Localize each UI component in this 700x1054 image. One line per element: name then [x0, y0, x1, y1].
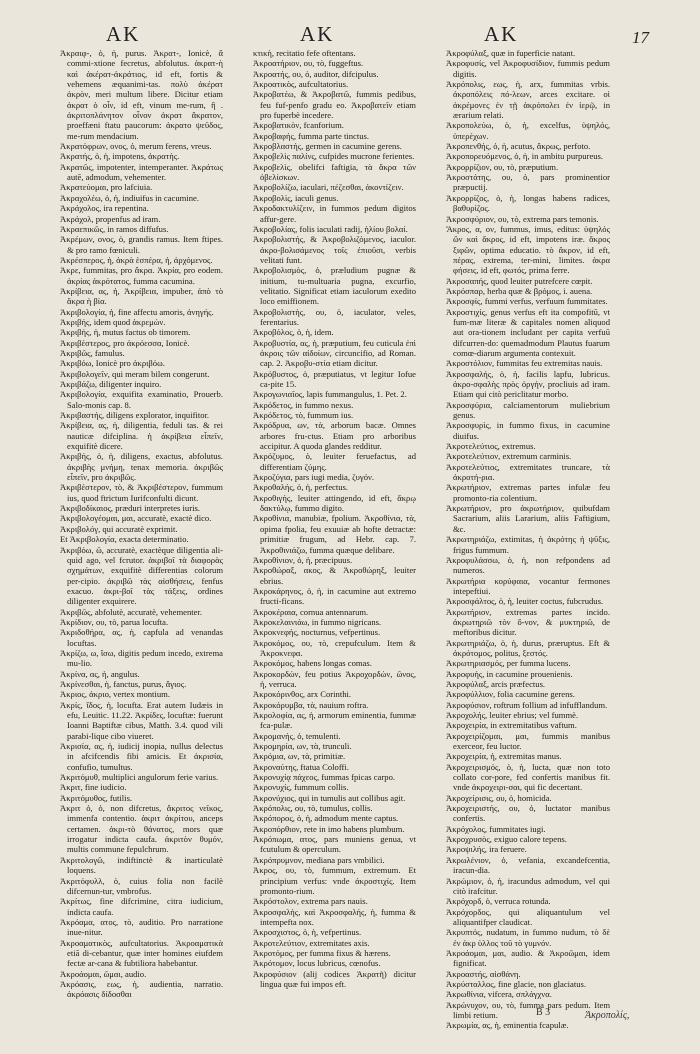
column-middle: [253, 48, 416, 1008]
dictionary-entry: Ἀκροψιλής, ira feruere.: [446, 844, 527, 855]
dictionary-entry: Ἀκροφύσιον (alij codices Ἀκρατῆ) dicitur lingua quæ fui impos eft.: [253, 968, 416, 989]
dictionary-entry: Ἀκροβολιστής, & Ἀκροβολιζόμενος, iaculor. ἀκρο-βολισάμενος τοῖς ἐπιοῦσι, verbis velitati funt.: [253, 234, 416, 265]
page-number: 17: [632, 28, 649, 47]
dictionary-entry: Ἀκριβέστερος, pro ἀκρόεσσα, Ionicè.: [60, 337, 190, 348]
dictionary-entry: Ἀκρόδρυα, ων, τὰ, arborum bacæ. Omnes arbores fru-ctus. Etiam pro arboribus accipitur. A quoda glandes redditur.: [253, 420, 416, 452]
dictionary-entry: Ἀκροάομαι, ῶμαι, audio.: [60, 968, 147, 979]
dictionary-entry: Ἀκροθαλής, ὁ, ἡ, perfectus.: [253, 482, 349, 493]
dictionary-entry: Ἀκροκάρηνος, ὁ, ἡ, in cacumine aut extremo fructi-ficans.: [253, 585, 416, 607]
dictionary-entry: Ἀκρέμων, ονος, ὁ, grandis ramus. Item ftipes. & pro ramo fœniculi.: [60, 234, 223, 255]
dictionary-entry: Ἀκριβοδίκαιος, præduri interpretes iuris.: [60, 503, 200, 514]
dictionary-entry: Ἀκροβολισμὸς, ὁ, præludium pugnæ & initium, tu-multuaria pugna, excurfio, velitatio. Significat etiam iaculorum exedito loco emiffionem.: [253, 265, 416, 307]
dictionary-entry: Ἀκρίζω, ω, ἴσω, digitis pedum incedo, extrema mu-lio.: [60, 647, 223, 669]
dictionary-entry: Ἀκριτόμυθος, futilis.: [60, 792, 133, 803]
dictionary-entry: Ἀκροσφίς, fummi verfus, verfuum fummitates.: [446, 296, 608, 307]
dictionary-entry: Ἀκροβατέω, & Ἀκροβατῶ, fummis pedibus, feu fuf-penfo gradu eo. Ἀκροβατεῖν etiam pro fuperbè incedere.: [253, 89, 416, 121]
dictionary-entry: κτικὴ, recitatio fefe oftentans.: [253, 48, 356, 58]
dictionary-entry: Ἀκροχειριστής, ου, ὁ, luctator manibus confertis.: [446, 803, 610, 824]
dictionary-entry: Ἀκροχειρισμός, ὁ, ἡ, lucta, quæ non toto collato cor-pore, fed confertis manibus fit. vnde ἀκροχειρι-σαι, qui fic decertant.: [446, 761, 610, 793]
dictionary-entry: Ἀκροσφύριον, ου, τὸ, extrema pars temonis.: [446, 213, 599, 224]
dictionary-entry: Ἀκροατικὸς, aufcultatorius.: [253, 79, 349, 90]
dictionary-entry: Ἄκρος, α, ον, fummus, imus, editus: ὑψηλός ὢν καὶ ἄκρος, id eft, impotens iræ. ἄκρος ξιφῶν, optima educatio. τὸ ἄκρον, id eft, πέρας, extrema, ter-mini, limites. ἀκρα φήσεις, id eft, φωτός, prima ferre.: [446, 223, 610, 276]
dictionary-entry: Ἀκροπολεύω, ὁ, ἡ, excelfus, ὑψηλός, ὑπερέχων.: [446, 120, 610, 141]
dictionary-entry: Ἀκρίς, ἴδος, ἡ, locufta. Erat autem Iudæis in efu, Leuitic. 11.22. Ἀκρίδες, locuftæ: fuerunt Ioanni Baptiftæ cibus, Matth. 3.4. quod vili parabi-lique cibo viueret.: [60, 699, 223, 741]
dictionary-entry: Ἀκροφύσιον, roftrum follium ad infufflandum.: [446, 699, 608, 710]
dictionary-entry: Ἀκρόχορδος, qui aliquantulum vel aliquantifper claudicat.: [446, 906, 610, 927]
dictionary-entry: Ἀκρονυχίς, fummum collis.: [253, 782, 349, 793]
dictionary-entry: Ἀκριτολογῶ, indiftinctè & inarticulatè loquens.: [60, 854, 223, 876]
dictionary-entry: Ἀκραεπικῶς, in ramos diffufus.: [60, 223, 169, 234]
dictionary-entry: Ἀκροφυσίς, vel Ἀκροφυσίδιον, fummis pedum digitis.: [446, 58, 610, 79]
dictionary-entry: Ἀκροθίνιον, ὁ, ἡ, præcipuus.: [253, 554, 353, 565]
dictionary-entry: Ἀκροχείρισις, ου, ὁ, homicida.: [446, 792, 552, 803]
dictionary-entry: Ἀκρόβυστος, ὁ, præputiatus, vt legitur Iofue ca-pite 15.: [253, 368, 416, 389]
dictionary-entry: Ἀκρώμιον, ὁ, ἡ, iracundus admodum, vel qui citò irafcitur.: [446, 875, 610, 896]
dictionary-entry: Ἀκρώνυχον, ου, τὸ, fumma pars pedum. Item limbi retium.: [446, 999, 610, 1020]
running-head-left: AK: [106, 22, 141, 46]
dictionary-entry: Et Ἀκριβολογία, exacta determinatio.: [60, 534, 189, 545]
dictionary-entry: Ἀκρύσταλλος, fine glacie, non glaciatus.: [446, 978, 587, 989]
dictionary-entry: Ἀκροναύτης, ftatua Coloffi.: [253, 761, 349, 772]
dictionary-entry: Ἀκρωτηριασμός, per fumma lucens.: [446, 658, 571, 669]
dictionary-entry: Ἀκροβολιστὴς, ου, ὁ, iaculator, veles, ferentarius.: [253, 306, 416, 327]
dictionary-entry: Ἀκροκορδών, feu potius Ἀκροχορδών, ῶνος, ἡ, verruca.: [253, 668, 416, 689]
dictionary-entry: Ἀκριβαστής, diligens explorator, inquifitor.: [60, 410, 210, 421]
dictionary-entry: Ἀκρίτως, fine difcrimine, citra iudicium, indicta caufa.: [60, 896, 223, 917]
dictionary-entry: Ἀκροβυστία, ας, ἡ, præputium, feu cuticula ἐπὶ ἀκροις τῶν αἰδοίων, circuncifio, ad Roman. cap. 2. Ἀκροβυ-στία etiam dicitur.: [253, 337, 416, 369]
dictionary-entry: Ἀκροσφυρὶς, in fummo fixus, in cacumine diuifus.: [446, 420, 610, 441]
dictionary-entry: Ἀκροβολίζω, iaculari, πέζεσθαι, ἀκοντίζειν.: [253, 182, 404, 193]
dictionary-entry: Ἀκροστάτης, ου, ὁ, pars prominentior præpuctij.: [446, 172, 610, 193]
dictionary-entry: Ἀκροβόλος, ὁ, ἡ, idem.: [253, 327, 334, 338]
dictionary-entry: Ἀκρόπολις, ου, τὸ, tumulus, collis.: [253, 803, 373, 814]
dictionary-entry: Ἀκρορρίζος, ὁ, ἡ, longas habens radices, βαθυρίζος.: [446, 192, 610, 214]
dictionary-entry: Ἀκροφυής, in cacumine prouenienis.: [446, 668, 573, 679]
dictionary-entry: Ἀκρε, fummitas, pro ἄκρα. Ἀκρία, pro eodem. ἀκρίας ἀκρότατος, fumma cacumina.: [60, 265, 223, 286]
signature-mark: B 3: [536, 1007, 551, 1018]
dictionary-entry: Ἀκροσφαλής, ὁ, ἡ, facilis lapfu, lubricus. ἀκρο-σφαλὴς πρὸς ὀργήν, procliuis ad iram. Etiam qui citò periclitatur morbo.: [446, 368, 610, 400]
dictionary-entry: Ἀκρόχολος, fummitates iugi.: [446, 823, 546, 834]
dictionary-entry: Ἀκροπενθής, ὁ, ἡ, acutus, ἄκρως, perfoto.: [446, 141, 591, 152]
dictionary-entry: Ἀκρίνα, ας, ἡ, angulus.: [60, 668, 140, 679]
dictionary-entry: Ἀκροθίνια, manubiæ, fpolium. Ἀκροθίνια, τὰ, opima fpolia, feu exuuiæ ab hofte detractæ: primitiæ frugum, ad Hebr. cap. 7. Ἀκροθινιάζω, fumma quæque delibare.: [253, 513, 416, 555]
dictionary-entry: Ἀκροχειρία, ἡ, extremitas manus.: [446, 751, 562, 762]
dictionary-entry: Ἀκροχρυσὸς, exiguo calore tepens.: [446, 834, 567, 845]
dictionary-entry: Ἀκρόπολις, εως, ἡ, arx, fummitas vrbis. ἀκροπόλεις πό-λεων, arces excitare. οἱ ἀκρέμονες ἐν τῇ ἀκρόπολει ἐν ἱερῷ, in ærarium relati.: [446, 79, 610, 121]
dictionary-entry: Ἀκρόζυμος, ὁ, leuiter feruefactus, ad differentiam ζύμης.: [253, 451, 416, 472]
running-head-right: AK: [484, 22, 519, 46]
catchword: Ἀκροπολίς,: [585, 1010, 630, 1021]
dictionary-entry: Ἀκρέσπερος, ἡ, ἀκρὰ ἑσπέρα, ἡ, ἀρχόμενος.: [60, 254, 213, 265]
dictionary-entry: Ἀκροκόμος, ου, τὸ, crepufculum. Item & Ἀκροκνεφα.: [253, 637, 416, 658]
dictionary-entry: Ἀκρόπωμα, ατος, pars muniens genua, vt fcutulum & operculum.: [253, 834, 416, 855]
dictionary-entry: Ἀκροστιχίς, genus verfus eft ita compofitū, vt fum-mæ literæ & capitales nomen aliquod aut ora-tionem includant per capita verfuū difcurren-do: quemadmodum Plautus fuarum comœ-diarum argumenta contexuit.: [446, 306, 610, 358]
column-left: [60, 48, 223, 1008]
dictionary-entry: Ἀκροάομαι, μαι, audio. & Ἀκροῶμαι, idem fignificat.: [446, 947, 610, 969]
dictionary-entry: Ἀκροζύγια, pars iugi media, ζυγόν.: [253, 472, 375, 483]
dictionary-entry: Ἀκρωτήρια κορύφαια, vocantur fermones intepeftiui.: [446, 575, 610, 596]
dictionary-entry: Ἀκριβολογέομαι, μαι, accuratè, exactè dico.: [60, 513, 212, 524]
dictionary-entry: Ἀκροθώραξ, ακος, & Ἀκροθώρηξ, leuiter ebrius.: [253, 565, 416, 586]
dictionary-entry: Ἀκροκόρινθος, arx Corinthi.: [253, 689, 352, 700]
dictionary-entry: Ἀκρατῶς, impotenter, intemperanter. Ἀκράτως autē, admodum, vehementer.: [60, 161, 223, 183]
dictionary-entry: Ἀκροσφάλτος, ὁ, ἡ, leuiter coctus, fubcrudus.: [446, 596, 604, 607]
dictionary-entry: Ἀκροκόρυμβα, τὰ, nauium roftra.: [253, 699, 369, 710]
dictionary-entry: Ἀκρωτήριον, pro ἀκρωτήριον, quibufdam Sacrarium, aliis Lararium, aliis Faftigium, &c.: [446, 503, 610, 534]
dictionary-entry: Ἀκριτόφυλλ, ὁ, cuius folia non facilè difcernun-tur, vmbrofus.: [60, 875, 223, 896]
dictionary-entry: Ἀκροτελεύτιον, extremitates axis.: [253, 937, 370, 948]
dictionary-entry: Ἀκρατής, ὁ, ἡ, impotens, ἀκρατής.: [60, 151, 180, 162]
dictionary-entry: Ἀκριτ, fine iudicio.: [60, 782, 127, 793]
dictionary-entry: Ἀκροβαφής, fumma parte tinctus.: [253, 130, 370, 141]
dictionary-entry: Ἀκρόπορος, ὁ, ἡ, admodum mente captus.: [253, 813, 399, 824]
dictionary-entry: Ἀκροχολής, leuiter ebrius; vel fummè.: [446, 710, 579, 720]
dictionary-entry: Ἀκροπορευόμενος, ὁ, ἡ, in ambitu purpureus.: [446, 151, 604, 162]
dictionary-entry: Ἀκροβελὶς, obelifci faftigia, τὰ ἄκρα τῶν ὀβελίσκων.: [253, 161, 416, 183]
dictionary-entry: Ἀκριβόω, Ionicè pro ἀκριβόω.: [60, 358, 165, 369]
dictionary-entry: Ἀκροτελεύτιος, extremitates truncare, τὰ ἀκροτή-ρια.: [446, 461, 610, 483]
dictionary-entry: Ἀκράχολος, ira repentina.: [60, 203, 149, 214]
running-head-middle: AK: [300, 22, 335, 46]
dictionary-entry: Ἀκρονύχιος, qui in tumulis aut collibus agit.: [253, 792, 406, 803]
dictionary-entry: Ἀκριβόω, ῶ, accuratè, exactèque diligentia ali-quid ago, vel fcrutor. ἀκριβοῖ τὰ διαφορὰς σχημάτων, exquifitè differentias colorum per-cipio. ἀκριβῶ τὰς αἰσθήσεις, fenfus exacuo. ἀκρι-βοῖ τὰς τάξεις, ordines diligenter exquirere.: [60, 544, 223, 607]
dictionary-entry: Ἀκριβολόγ, qui accuratè exprimit.: [60, 523, 178, 534]
dictionary-entry: Ἀκρολοφία, ας, ἡ, armorum eminentia, fummæ fca-pulæ.: [253, 710, 416, 731]
dictionary-entry: Ἀκροφυλάσσω, ὁ, ἡ, non refpondens ad numeros.: [446, 554, 610, 576]
dictionary-entry: Ἀκρόδετος, in fummo nexus.: [253, 399, 354, 410]
dictionary-entry: Ἀκρατεύομαι, pro lafciuia.: [60, 182, 153, 193]
dictionary-entry: Ἀκραιφ-, ὁ, ἡ, purus. Ἀκρατ-, Ionicè, ἄ commi-xtione fecretus, abfolutus. ἀκρατ-ὴ καὶ ἀκέρατ-ἀκράτιος, id eft, fortis & vehemens æquanimi-tas. πολὺ ἀκέρατ ἀκρὸν, meri multum libere. Dicitur etiam ἀκρατ ὁ οἶν, id eft, vinum me-rum, ἢ . ἀκριτοπλάνητον οἶνον ἀκρατ ἄκρατον, proeffæni ftatu paucorum: ἀκρατο ψεῦδος, me-rum mendacium.: [60, 48, 223, 141]
dictionary-entry: Ἀκρογωνιαῖος, lapis fummangulus, 1. Pet. 2.: [253, 389, 407, 400]
dictionary-entry: Ἀκροχειρία, in extremitatibus vaftum.: [446, 720, 577, 731]
dictionary-entry: Ἀκραχολέω, ὁ, ἡ, indiuifus in cacumine.: [60, 192, 199, 203]
dictionary-entry: Ἀκρωτήριον, extremas partes infulæ feu promonto-ria colentium.: [446, 482, 610, 503]
dictionary-entry: Ἀκρόστολον, extrema pars nauis.: [253, 896, 368, 907]
dictionary-entry: Ἀκρόδετος, τὸ, fummum ius.: [253, 410, 354, 421]
dictionary-entry: Ἀκριβολογεῖν, qui meram bilem congerunt.: [60, 368, 210, 379]
dictionary-entry: Ἀκροσαπής, quod leuiter putrefcere cœpit.: [446, 275, 593, 286]
dictionary-entry: Ἀκρίδιον, ου, τὸ, parua locufta.: [60, 616, 169, 627]
dictionary-entry: Ἀκροαματικὸς, aufcultatorius. Ἀκροαματικὰ etiā di-cebantur, quæ inter homines eiufdem fectæ ar-cana & fubtiliora habebantur.: [60, 937, 223, 969]
dictionary-entry: Ἀκροβατικὸν, fcanforium.: [253, 120, 344, 131]
dictionary-entry: Ἀκροκελαινιάω, in fummo nigricans.: [253, 616, 382, 627]
dictionary-entry: Ἀκρωλένιον, ὁ, vefania, excandefcentia, iracun-dia.: [446, 854, 610, 876]
dictionary-entry: Ἀκριος, ἀκριο, vertex montium.: [60, 689, 170, 700]
dictionary-entry: Ἀκριβέστερον, τὸ, & Ἀκριβέστερον, fummum ius, quod ftrictum Iurifconfulti dicunt.: [60, 482, 223, 503]
dictionary-entry: Ἀκρορρίζιον, ου, τὸ, præputium.: [446, 161, 559, 172]
dictionary-entry: Ἀκριβολογία, exquifita examinatio, Prouerb. Salo-monis cap. 8.: [60, 389, 223, 410]
dictionary-entry: Ἀκροβολὶς, iaculi genus.: [253, 192, 339, 203]
dictionary-entry: Ἀκρόσπαρ, herba quæ & βρόμος, i. auena.: [446, 285, 593, 296]
dictionary-entry: Ἀκρωθίνια, vifcera, σπλάγχνα.: [446, 989, 552, 1000]
dictionary-entry: Ἀκροσχιστος, ὁ, ἡ, vefpertinus.: [253, 927, 362, 938]
dictionary-entry: Ἀκροβελὶς παλίνς, cufpides mucrone ferientes.: [253, 151, 415, 162]
dictionary-entry: Ἀκρόασις, εως, ἡ, audientia, narratio. ἀκρόασις δίδοσθαι: [60, 978, 223, 1000]
dictionary-entry: Ἀκρωτήριον, extremas partes incido. ἀκρωτηριῶ τὸν ὄ-νον, & μυκτηριῶ, de meftoribus dicitur.: [446, 606, 610, 638]
dictionary-entry: Ἀκροκόμος, habens longas comas.: [253, 658, 372, 669]
dictionary-entry: Ἀκροσφύρια, calciamentorum muliebrium genus.: [446, 399, 610, 421]
dictionary-entry: Ἀκροτελεύτιος, extremus.: [446, 441, 536, 452]
dictionary-entry: Ἀκριβάζω, diligenter inquiro.: [60, 379, 162, 389]
dictionary-entry: Ἀκροατήριον, ου, τὸ, fuggeftus.: [253, 58, 364, 69]
dictionary-entry: Ἀκρίνεσθαι, ἡ, fanctus, purus, ἄγιος.: [60, 678, 187, 689]
dictionary-entry: Ἀκροστόλιον, fummitas feu extremitas nauis.: [446, 358, 603, 369]
dictionary-entry: Ἀκρομηρία, ων, τὰ, trunculi.: [253, 741, 352, 752]
dictionary-entry: Ἀκριβῶς, famulus.: [60, 347, 125, 358]
dictionary-entry: Ἀκρόχορδ, ὁ, verruca rotunda.: [446, 896, 551, 907]
dictionary-entry: Ἀκρος, ου, τὸ, fummum, extremum. Et principium verfus: vnde ἀκροστιχίς. Item promonto-rium.: [253, 865, 416, 896]
dictionary-entry: Ἀκρόπρυμνον, mediana pars vmbilici.: [253, 854, 385, 865]
dictionary-entry: Ἀκρωτηριάζω, extimitas, ἡ ἀκρότης ἡ ψῦξις, frigus fummum.: [446, 534, 610, 555]
dictionary-entry: Ἀκριβής, ἡ, mutus factus ob timorem.: [60, 327, 191, 338]
dictionary-entry: Ἀκριβής, idem quod ἀκρεμών.: [60, 316, 166, 327]
dictionary-entry: Ἀκρομανής, ὁ, temulenti.: [253, 730, 341, 741]
dictionary-entry: Ἀκροφύλαξ, quæ in fuperficie natant.: [446, 48, 576, 58]
dictionary-entry: Ἀκρυπτός, nudatum, in fummo nudum, τὸ δὲ ἐν ἀκρ ὑλλος τοῦ τὸ γυμνόν.: [446, 927, 610, 948]
dictionary-entry: Ἀκροπόρθιον, rete in imo habens plumbum.: [253, 823, 405, 834]
dictionary-entry: Ἀκριβής, ὁ, ἡ, diligens, exactus, abfolutus. ἀκριβὴς μνήμη, tenax memoria. ἀκριβῶς εἶπεῖν, pro ἀκριβῶς.: [60, 451, 223, 483]
dictionary-entry: Ἀκρωτηριάζω, ὁ, ἡ, durus, præruptus. Eft & ἀκρότομος, politus, ξεστός.: [446, 637, 610, 658]
dictionary-entry: Ἀκριτόμυθ, multiplici angulorum ferie varius.: [60, 772, 219, 783]
dictionary-entry: Ἀκρονυχίᾳ πάχεος, fummas fpicas carpo.: [253, 772, 396, 783]
dictionary-entry: Ἀκριβῶς, abfolutè, accuratè, vehementer.: [60, 606, 202, 617]
dictionary-entry: Ἀκροφύλαξ, arcis præfectus.: [446, 678, 546, 689]
dictionary-entry: Ἀκροχειρίζομαι, μαι, fummis manibus exerceor, feu luctor.: [446, 730, 610, 752]
dictionary-entry: Ἀκροβλαστής, germen in cacumine gerens.: [253, 141, 402, 152]
dictionary-entry: Ἀκροβολίας, folis iaculati radij, ἡλίου βολαί.: [253, 223, 408, 234]
dictionary-entry: Ἀκρόμια, ων, τὰ, primitiæ.: [253, 751, 346, 762]
dictionary-entry: Ἀκροκέραια, cornua antennarum.: [253, 606, 369, 617]
dictionary-entry: Ἀκράχολ, propenfus ad iram.: [60, 213, 161, 224]
dictionary-entry: Ἀκριβολογία, ἡ, fine affectu amoris, ἀνηγής.: [60, 306, 214, 317]
dictionary-entry: Ἀκρίβεια, ας, ἡ, Ἀκρίβεια, impuber, ἀπὸ τὸ ἄκρα ἡ βία.: [60, 285, 223, 307]
dictionary-entry: Ἀκροδακτυλίζειν, in fummos pedum digitos affur-gere.: [253, 203, 416, 224]
dictionary-entry: Ἀκροφύλλιον, folia cacumine gerens.: [446, 689, 575, 700]
dictionary-entry: Ἀκροατής, ου, ὁ, auditor, difcipulus.: [253, 68, 379, 79]
dictionary-entry: Ἀκρόαμα, ατος, τὸ, auditio. Pro narratione inue-nitur.: [60, 916, 223, 938]
dictionary-entry: Ἀκρισία, ας, ἡ, iudicij inopia, nullus delectus in afcifcendis fibi amicis. Et ἀκρισία, confufio, tumultus.: [60, 741, 223, 772]
dictionary-entry: Ἀκροθιγής, leuiter attingendo, id eft, ἄκρῳ δακτύλῳ, fummo digito.: [253, 492, 416, 514]
dictionary-entry: Ἀκριδοθήρα, ας, ἡ, capfula ad venandas locuftas.: [60, 627, 223, 648]
dictionary-entry: Ἀκροτόμος, per fumma fixus & hærens.: [253, 947, 391, 958]
dictionary-entry: Ἀκρωμία, ας, ἡ, eminentia fcapulæ.: [446, 1020, 569, 1031]
dictionary-entry: Ἀκρότομον, locus lubricus, cœnofus.: [253, 958, 381, 969]
dictionary-entry: Ἀκροκνεφής, nocturnus, vefpertinus.: [253, 627, 381, 638]
dictionary-entry: Ἀκροτελεύτιον, extremum carminis.: [446, 451, 572, 462]
dictionary-entry: Ἀκρατόφρων, ονος, ὁ, merum ferens, vreus.: [60, 141, 212, 152]
dictionary-entry: Ἀκροαστής, αἰσθάνη.: [446, 968, 521, 979]
dictionary-entry: Ἀκρίβεια, ας, ἡ, diligentia, feduli tas. & rei nauticæ difciplina. ἡ ἀκρίβεια εἶπεῖν, exquifitè dicere.: [60, 420, 223, 452]
dictionary-entry: Ἀκροσφαλής, καὶ Ἀκροσφαλής, ἡ, fumma & intempefta nox.: [253, 906, 416, 927]
dictionary-entry: Ἀκριτ ὁ, ὁ, non difcretus, ἄκριτος νεῖκος, immenfa contentio. ἀκριτ ἀκρίτου, anceps certamen. ἀκρι-τὸ θάνατος, mors quæ irrogatur indicta caufa. ἀκριτὸν θυμόν, multis commune fepulchrum.: [60, 803, 223, 855]
